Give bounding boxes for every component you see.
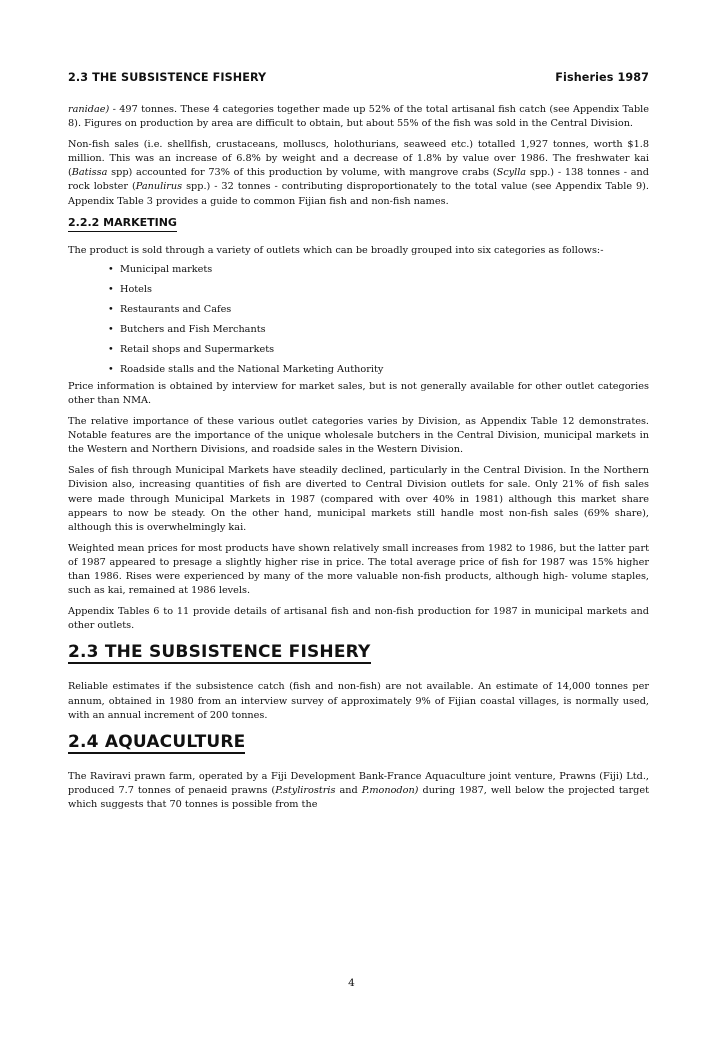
section-heading-subsistence [68, 642, 649, 668]
paragraph-text: spp) accounted for 73% of this production by volume, with mangrove crabs ( [107, 167, 497, 179]
bullet-icon: • [108, 283, 114, 295]
paragraph-text: Non-fish sales (i.e. shellfish, crustaceans, molluscs, holothurians, seaweed etc.) totalled 1,927 tonnes, worth $1.8 million. This was an increase of 6.8% by weight and a decrease of 1.8% by value over 1986. The freshwater kai ( [68, 139, 649, 179]
bullet-icon: • [108, 343, 114, 355]
species-name: Panulirus [135, 181, 183, 193]
paragraph-subsistence: Reliable estimates if the subsistence catch (fish and non-fish) are not available. An estimate of 14,000 tonnes per annum, obtained in 1980 from an interview survey of approximately 9% of Fijian coastal villages, is normally used, with an annual increment of 200 tonnes. [68, 681, 649, 721]
bullet-icon: • [108, 323, 114, 335]
list-item [108, 280, 649, 300]
marketing-heading-wrap [68, 216, 649, 238]
paragraph-text: - 497 tonnes. These 4 categories together made up 52% of the total artisanal fish catch (see Appendix Table 8). Figures on production by area are difficult to obtain, but about 55% of the fish was sold in the Central Division. [68, 104, 649, 130]
page-number: 4 [348, 977, 355, 989]
page-body [68, 103, 649, 819]
species-name: P.stylirostris [275, 784, 336, 796]
heading-wrap [68, 731, 246, 754]
subsection-heading-marketing: 2.2.2 MARKETING [68, 216, 177, 232]
paragraph-text: The Raviravi prawn farm, operated by a Fiji Development Bank-France Aquaculture joint venture, Prawns (Fiji) Ltd., produced 7.7 tonnes of penaeid prawns ( [68, 770, 649, 796]
species-name: ranidae) [68, 104, 110, 115]
running-header [68, 71, 649, 87]
outlet-list [68, 260, 649, 380]
species-name: Scylla [496, 167, 527, 179]
heading-text: 2.4 AQUACULTURE [68, 731, 246, 752]
bullet-icon: • [108, 303, 114, 315]
bullet-icon: • [108, 263, 114, 275]
list-item [108, 320, 649, 340]
species-name: P.monodon) [361, 784, 419, 796]
paragraph-marketing-intro: The product is sold through a variety of outlets which can be broadly grouped into six categories as follows:- [68, 244, 604, 256]
paragraph-text: during 1987, well below the projected target which suggests that 70 tonnes is possible from the [68, 784, 649, 810]
paragraph-municipal-sales: Sales of fish through Municipal Markets have steadily declined, particularly in the Central Division. In the Northern Division also, increasing quantities of fish are diverted to Central Division outlets for sale. Only 21% of fish sales were made through Municipal Markets in 1987 (compared with over 40% in 1981) although this market share appears to now be steady. On the other hand, municipal markets still handle most non-fish sales (69% share), although this is overwhelmingly kai. [68, 465, 649, 533]
species-name: Batissa [71, 167, 108, 179]
list-item-label: Retail shops and Supermarkets [120, 343, 275, 355]
running-header-title: Fisheries 1987 [555, 71, 649, 84]
running-header-section: 2.3 THE SUBSISTENCE FISHERY [68, 71, 267, 84]
paragraph-catch-summary [68, 103, 649, 131]
paragraph-aquaculture [68, 770, 649, 812]
paragraph-price-information: Price information is obtained by interview for market sales, but is not generally available for other outlet categories other than NMA. [68, 380, 649, 406]
list-item [108, 340, 649, 360]
paragraph-weighted-prices: Weighted mean prices for most products have shown relatively small increases from 1982 to 1986, but the latter part of 1987 appeared to presage a slightly higher rise in price. The total average price of fish for 1987 was 15% higher than 1986. Rises were experienced by many of the more valuable non-fish products, although high- volume staples, such as kai, remained at 1986 levels. [68, 542, 649, 597]
paragraph-appendix-tables: Appendix Tables 6 to 11 provide details of artisanal fish and non-fish production for 1987 in municipal markets and other outlets. [68, 606, 649, 632]
paragraph-non-fish-sales [68, 138, 649, 208]
paragraph-text: and [335, 784, 362, 796]
paragraph-text: spp.) - 32 tonnes - contributing disproportionately to the total value (see Appendix Table 9). Appendix Table 3 provides a guide to common Fijian fish and non-fish names. [68, 181, 650, 207]
heading-underline [68, 752, 245, 754]
paragraph-text: spp.) - 138 tonnes - and rock lobster ( [68, 167, 649, 193]
list-item-label: Hotels [120, 283, 152, 295]
heading-wrap [68, 642, 371, 664]
heading-text: 2.3 THE SUBSISTENCE FISHERY [68, 642, 371, 663]
list-item [108, 260, 649, 280]
list-item-label: Roadside stalls and the National Marketing Authority [120, 363, 384, 375]
bullet-icon: • [108, 363, 114, 375]
list-item [108, 360, 649, 380]
list-item-label: Restaurants and Cafes [120, 303, 232, 315]
list-item-label: Butchers and Fish Merchants [120, 323, 266, 335]
heading-underline [68, 662, 371, 664]
list-item [108, 300, 649, 320]
section-heading-aquaculture [68, 731, 649, 758]
paragraph-relative-importance: The relative importance of these various outlet categories varies by Division, as Appendix Table 12 demonstrates. Notable features are the importance of the unique wholesale butchers in the Central Division, municipal markets in the Western and Northern Divisions, and roadside sales in the Western Division. [68, 416, 649, 456]
list-item-label: Municipal markets [120, 263, 213, 275]
